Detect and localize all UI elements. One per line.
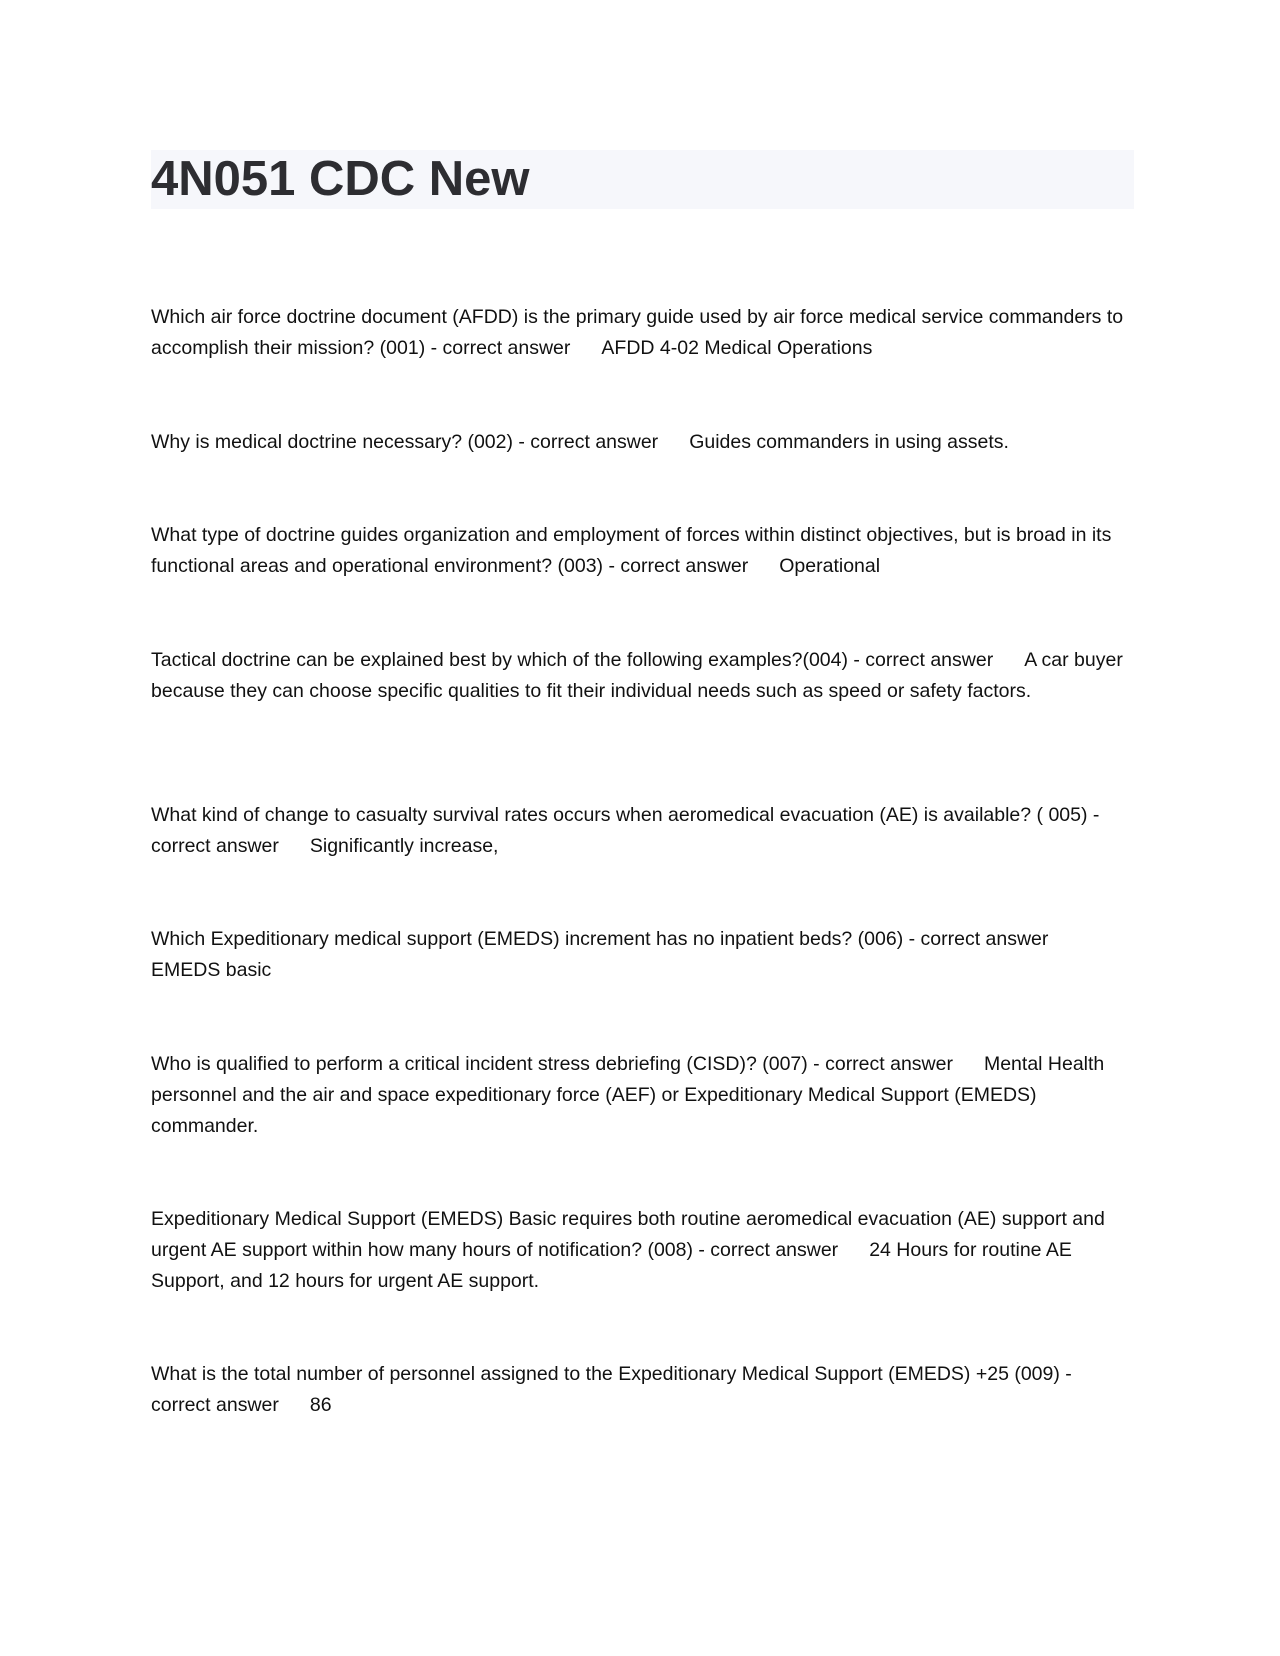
- question-text: What kind of change to casualty survival rates occurs when aeromedical evacuation (AE) is available? ( 005) - correct answer: [151, 804, 1100, 857]
- qa-item-009: [151, 1359, 1136, 1421]
- answer-text: Significantly increase,: [309, 835, 499, 857]
- qa-item-007: [151, 1049, 1136, 1142]
- answer-text: Mental Health personnel and the air and space expeditionary force (AEF) or Expeditionary Medical Support (EMEDS) commander.: [151, 1053, 1105, 1137]
- qa-item-005: [151, 800, 1136, 862]
- question-text: Tactical doctrine can be explained best by which of the following examples?(004) - correct answer: [151, 649, 994, 671]
- question-text: What type of doctrine guides organization and employment of forces within distinct objectives, but is broad in its functional areas and operational environment? (003) - correct answer: [151, 524, 1112, 577]
- answer-text: Operational: [779, 555, 881, 577]
- qa-item-008: [151, 1204, 1136, 1297]
- answer-text: 86: [309, 1394, 332, 1416]
- qa-item-006: [151, 924, 1136, 986]
- answer-text: 24 Hours for routine AE Support, and 12 hours for urgent AE support.: [151, 1239, 1072, 1292]
- question-text: Which air force doctrine document (AFDD) is the primary guide used by air force medical service commanders to accomplish their mission? (001) - correct answer: [151, 306, 1124, 359]
- qa-item-002: [151, 427, 1136, 458]
- answer-text: A car buyer because they can choose specific qualities to fit their individual needs such as speed or safety factors.: [151, 649, 1123, 702]
- question-text: What is the total number of personnel assigned to the Expeditionary Medical Support (EMEDS) +25 (009) - correct answer: [151, 1363, 1072, 1416]
- question-text: Why is medical doctrine necessary? (002) - correct answer: [151, 431, 659, 453]
- question-text: Which Expeditionary medical support (EMEDS) increment has no inpatient beds? (006) - correct answer: [151, 928, 1049, 950]
- answer-text: AFDD 4-02 Medical Operations: [601, 337, 873, 359]
- document-title: 4N051 CDC New: [151, 152, 530, 206]
- qa-item-004: [151, 645, 1136, 707]
- question-text: Expeditionary Medical Support (EMEDS) Basic requires both routine aeromedical evacuation (AE) support and urgent AE support within how many hours of notification? (008) - correct answer: [151, 1208, 1105, 1261]
- question-text: Who is qualified to perform a critical incident stress debriefing (CISD)? (007) - correct answer: [151, 1053, 953, 1075]
- answer-text: Guides commanders in using assets.: [689, 431, 1009, 453]
- qa-item-001: [151, 302, 1136, 364]
- qa-item-003: [151, 520, 1136, 582]
- answer-text: EMEDS basic: [151, 959, 272, 981]
